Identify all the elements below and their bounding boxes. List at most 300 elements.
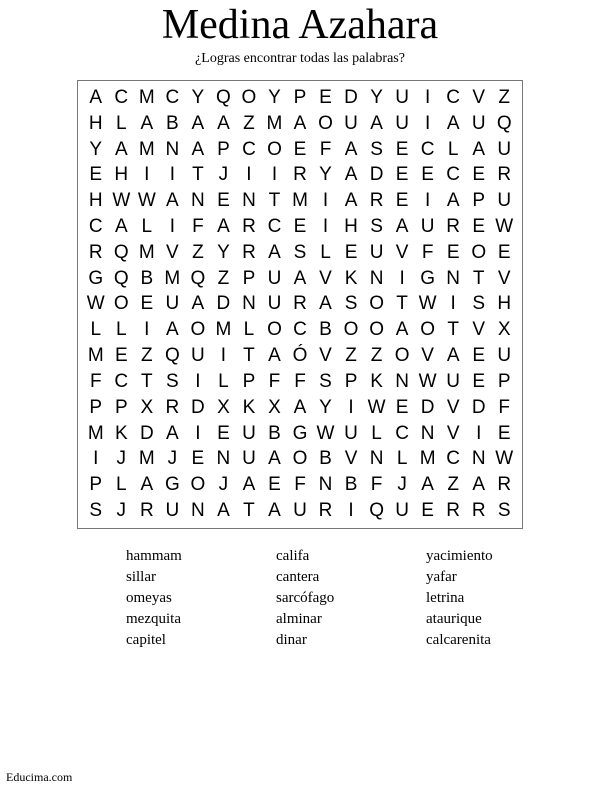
grid-cell[interactable]: U xyxy=(242,448,256,470)
grid-cell[interactable]: I xyxy=(425,86,431,108)
grid-cell[interactable]: L xyxy=(90,319,102,341)
grid-cell[interactable]: I xyxy=(93,448,99,470)
page-title: Medina Azahara xyxy=(161,2,439,48)
grid-cell[interactable]: I xyxy=(195,370,201,392)
grid-cell[interactable]: E xyxy=(395,164,409,186)
grid-cell[interactable]: P xyxy=(217,138,230,160)
grid-cell[interactable]: U xyxy=(267,293,282,315)
grid-cell[interactable]: O xyxy=(267,138,282,160)
grid-cell[interactable]: U xyxy=(395,86,409,108)
grid-cell[interactable]: N xyxy=(318,474,333,496)
grid-cell[interactable]: C xyxy=(267,216,282,238)
grid-cell[interactable]: V xyxy=(319,345,332,367)
grid-cell[interactable]: S xyxy=(370,138,383,160)
grid-cell[interactable]: H xyxy=(88,190,103,212)
grid-cell[interactable]: Z xyxy=(370,345,383,367)
grid-cell[interactable]: E xyxy=(293,138,307,160)
grid-cell[interactable]: I xyxy=(144,164,150,186)
grid-cell[interactable]: O xyxy=(394,345,410,367)
grid-cell[interactable]: A xyxy=(166,319,179,341)
grid-cell[interactable]: W xyxy=(367,396,386,418)
grid-cell[interactable]: N xyxy=(191,500,205,522)
grid-cell[interactable]: N xyxy=(395,370,409,392)
grid-cell[interactable]: J xyxy=(167,448,178,470)
grid-cell[interactable]: D xyxy=(191,396,205,418)
word-list-item: califa xyxy=(276,548,310,564)
grid-cell[interactable]: E xyxy=(497,241,511,263)
grid-cell[interactable]: U xyxy=(497,345,512,367)
grid-cell[interactable]: O xyxy=(318,112,333,134)
word-list-item: sarcófago xyxy=(276,590,335,606)
grid-cell[interactable]: S xyxy=(344,293,358,315)
grid-cell[interactable]: O xyxy=(292,448,308,470)
word-list-item: cantera xyxy=(276,569,320,585)
grid-cell[interactable]: A xyxy=(293,396,307,418)
grid-cell[interactable]: N xyxy=(420,422,435,444)
grid-cell[interactable]: S xyxy=(497,500,511,522)
grid-cell[interactable]: U xyxy=(446,370,461,392)
grid-cell[interactable]: X xyxy=(140,396,154,418)
letter-grid xyxy=(77,80,523,529)
grid-cell[interactable]: R xyxy=(242,241,256,263)
grid-cell[interactable]: Q xyxy=(113,267,129,289)
grid-cell[interactable]: K xyxy=(242,396,256,418)
grid-cell[interactable]: M xyxy=(292,190,308,212)
grid-cell[interactable]: I xyxy=(425,112,431,134)
grid-cell[interactable]: I xyxy=(322,216,329,238)
grid-cell[interactable]: P xyxy=(497,370,511,392)
grid-cell[interactable]: U xyxy=(165,293,180,315)
grid-cell[interactable]: R xyxy=(446,500,461,522)
grid-cell[interactable]: A xyxy=(191,112,205,134)
grid-cell[interactable]: U xyxy=(165,500,180,522)
grid-cell[interactable]: A xyxy=(191,293,205,315)
grid-cell[interactable]: I xyxy=(169,164,175,186)
grid-cell[interactable]: W xyxy=(112,190,131,212)
grid-cell[interactable]: V xyxy=(446,396,460,418)
grid-cell[interactable]: A xyxy=(242,474,256,496)
grid-cell[interactable]: V xyxy=(395,241,409,263)
grid-cell[interactable]: A xyxy=(446,345,460,367)
grid-cell[interactable]: Z xyxy=(345,345,357,367)
grid-cell[interactable]: Z xyxy=(498,86,511,108)
grid-cell[interactable]: E xyxy=(217,422,230,444)
grid-cell[interactable]: I xyxy=(399,267,405,289)
grid-cell[interactable]: X xyxy=(217,396,230,418)
grid-cell[interactable]: C xyxy=(395,422,409,444)
grid-cell[interactable]: U xyxy=(242,422,256,444)
grid-cell[interactable]: M xyxy=(87,345,104,367)
grid-cell[interactable]: C xyxy=(293,319,307,341)
grid-cell[interactable]: O xyxy=(190,319,206,341)
grid-cell[interactable]: A xyxy=(191,138,205,160)
word-list-item: hammam xyxy=(126,548,182,564)
grid-cell[interactable]: A xyxy=(446,190,460,212)
grid-cell[interactable]: U xyxy=(267,267,282,289)
grid-cell[interactable]: R xyxy=(139,500,154,522)
grid-cell[interactable]: Z xyxy=(141,345,153,367)
grid-cell[interactable]: V xyxy=(497,267,511,289)
grid-cell[interactable]: C xyxy=(88,216,103,238)
grid-cell[interactable]: L xyxy=(396,448,408,470)
grid-cell[interactable]: U xyxy=(369,241,384,263)
grid-cell[interactable]: M xyxy=(138,448,155,470)
grid-cell[interactable]: S xyxy=(89,500,103,522)
grid-cell[interactable]: E xyxy=(395,138,409,160)
grid-cell[interactable]: A xyxy=(472,138,486,160)
grid-cell[interactable]: Q xyxy=(113,241,129,263)
grid-cell[interactable]: U xyxy=(497,138,512,160)
grid-cell[interactable]: A xyxy=(268,241,281,263)
grid-cell[interactable]: L xyxy=(371,422,382,444)
grid-cell[interactable]: C xyxy=(242,138,256,160)
grid-cell[interactable]: I xyxy=(348,500,354,522)
grid-cell[interactable]: L xyxy=(141,216,153,238)
grid-cell[interactable]: N xyxy=(191,190,205,212)
grid-cell[interactable]: A xyxy=(268,500,281,522)
grid-cell[interactable]: F xyxy=(294,370,306,392)
grid-cell[interactable]: K xyxy=(114,422,128,444)
grid-cell[interactable]: L xyxy=(115,474,127,496)
grid-cell[interactable]: A xyxy=(114,138,128,160)
grid-cell[interactable]: M xyxy=(419,448,436,470)
grid-cell[interactable]: J xyxy=(116,500,127,522)
grid-cell[interactable]: T xyxy=(243,500,255,522)
grid-cell[interactable]: E xyxy=(191,448,205,470)
grid-cell[interactable]: H xyxy=(344,216,358,238)
grid-cell[interactable]: T xyxy=(396,293,408,315)
grid-cell[interactable]: A xyxy=(446,112,460,134)
grid-cell[interactable]: J xyxy=(218,164,229,186)
grid-cell[interactable]: S xyxy=(370,216,383,238)
grid-cell[interactable]: V xyxy=(472,319,486,341)
grid-cell[interactable]: Z xyxy=(217,267,230,289)
grid-cell[interactable]: F xyxy=(89,370,102,392)
grid-cell[interactable]: M xyxy=(138,138,155,160)
grid-cell[interactable]: W xyxy=(316,422,335,444)
grid-cell[interactable]: U xyxy=(471,112,486,134)
grid-cell[interactable]: U xyxy=(497,190,512,212)
grid-cell[interactable]: A xyxy=(293,267,307,289)
grid-cell[interactable]: C xyxy=(446,86,461,108)
grid-cell[interactable]: R xyxy=(293,293,307,315)
grid-cell[interactable]: M xyxy=(138,86,155,108)
grid-cell[interactable]: R xyxy=(497,164,512,186)
grid-cell[interactable]: A xyxy=(395,319,409,341)
grid-cell[interactable]: P xyxy=(293,86,307,108)
grid-cell[interactable]: W xyxy=(137,190,156,212)
grid-cell[interactable]: G xyxy=(164,474,180,496)
grid-cell[interactable]: O xyxy=(113,293,129,315)
grid-cell[interactable]: X xyxy=(268,396,281,418)
grid-cell[interactable]: E xyxy=(395,190,409,212)
grid-cell[interactable]: U xyxy=(344,422,358,444)
grid-cell[interactable]: O xyxy=(369,293,384,315)
grid-cell[interactable]: L xyxy=(320,241,331,263)
grid-cell[interactable]: D xyxy=(471,396,486,418)
grid-cell[interactable]: Q xyxy=(216,86,231,108)
grid-cell[interactable]: I xyxy=(271,164,278,186)
grid-cell[interactable]: N xyxy=(216,448,231,470)
grid-cell[interactable]: V xyxy=(421,345,434,367)
grid-cell[interactable]: C xyxy=(446,448,461,470)
grid-cell[interactable]: N xyxy=(471,448,486,470)
grid-cell[interactable]: M xyxy=(164,267,181,289)
grid-cell[interactable]: O xyxy=(190,474,206,496)
grid-cell[interactable]: X xyxy=(497,319,511,341)
grid-cell[interactable]: A xyxy=(166,422,179,444)
grid-cell[interactable]: N xyxy=(165,138,180,160)
grid-cell[interactable]: P xyxy=(344,370,358,392)
grid-cell[interactable]: F xyxy=(498,396,511,418)
grid-cell[interactable]: C xyxy=(165,86,180,108)
grid-cell[interactable]: E xyxy=(89,164,103,186)
grid-cell[interactable]: A xyxy=(472,474,486,496)
grid-cell[interactable]: O xyxy=(267,319,282,341)
grid-cell[interactable]: S xyxy=(472,293,486,315)
grid-cell[interactable]: P xyxy=(242,267,256,289)
grid-cell[interactable]: O xyxy=(471,241,487,263)
grid-cell[interactable]: F xyxy=(319,138,332,160)
grid-cell[interactable]: U xyxy=(395,112,409,134)
grid-cell[interactable]: U xyxy=(420,216,435,238)
grid-cell[interactable]: A xyxy=(319,293,332,315)
grid-cell[interactable]: J xyxy=(397,474,407,496)
word-list-item: mezquita xyxy=(126,611,181,627)
grid-cell[interactable]: E xyxy=(497,422,511,444)
grid-cell[interactable]: B xyxy=(344,474,358,496)
grid-cell[interactable]: T xyxy=(447,319,459,341)
grid-cell[interactable]: D xyxy=(216,293,231,315)
grid-cell[interactable]: E xyxy=(421,500,434,522)
grid-cell[interactable]: A xyxy=(114,216,128,238)
grid-cell[interactable]: P xyxy=(242,370,256,392)
grid-cell[interactable]: B xyxy=(319,448,332,470)
grid-cell[interactable]: Y xyxy=(89,138,103,160)
grid-cell[interactable]: I xyxy=(476,422,482,444)
grid-cell[interactable]: C xyxy=(446,164,461,186)
grid-cell[interactable]: J xyxy=(218,474,229,496)
grid-cell[interactable]: S xyxy=(319,370,332,392)
grid-cell[interactable]: T xyxy=(268,190,281,212)
grid-cell[interactable]: R xyxy=(88,241,103,263)
grid-cell[interactable]: F xyxy=(421,241,434,263)
grid-cell[interactable]: W xyxy=(86,293,105,315)
grid-cell[interactable]: I xyxy=(220,345,227,367)
grid-cell[interactable]: D xyxy=(344,86,358,108)
grid-cell[interactable]: C xyxy=(420,138,435,160)
grid-cell[interactable]: R xyxy=(293,164,307,186)
grid-cell[interactable]: U xyxy=(191,345,205,367)
grid-cell[interactable]: Z xyxy=(447,474,459,496)
grid-cell[interactable]: Q xyxy=(190,267,206,289)
grid-cell[interactable]: R xyxy=(165,396,180,418)
grid-cell[interactable]: V xyxy=(344,448,358,470)
grid-cell[interactable]: N xyxy=(242,190,256,212)
grid-cell[interactable]: T xyxy=(472,267,485,289)
word-list-item: alminar xyxy=(276,611,322,627)
grid-cell[interactable]: Z xyxy=(243,112,255,134)
grid-cell[interactable]: B xyxy=(319,319,332,341)
word-list-item: calcarenita xyxy=(426,632,491,648)
grid-cell[interactable]: Q xyxy=(164,345,180,367)
grid-cell[interactable]: F xyxy=(294,474,306,496)
grid-cell[interactable]: I xyxy=(195,422,201,444)
grid-cell[interactable]: E xyxy=(140,293,154,315)
grid-cell[interactable]: E xyxy=(446,241,460,263)
grid-cell[interactable]: R xyxy=(446,216,461,238)
grid-cell[interactable]: E xyxy=(268,474,281,496)
grid-cell[interactable]: W xyxy=(495,448,514,470)
grid-cell[interactable]: Y xyxy=(217,241,230,263)
grid-cell[interactable]: E xyxy=(472,370,486,392)
grid-cell[interactable]: A xyxy=(293,112,307,134)
grid-cell[interactable]: R xyxy=(497,474,512,496)
grid-cell[interactable]: V xyxy=(446,422,460,444)
grid-cell[interactable]: Y xyxy=(319,396,332,418)
grid-cell[interactable]: B xyxy=(166,112,179,134)
grid-cell[interactable]: I xyxy=(425,190,431,212)
grid-cell[interactable]: L xyxy=(218,370,229,392)
grid-cell[interactable]: E xyxy=(472,216,486,238)
grid-cell[interactable]: N xyxy=(446,267,461,289)
grid-cell[interactable]: P xyxy=(114,396,128,418)
grid-cell[interactable]: V xyxy=(472,86,486,108)
grid-cell[interactable]: E xyxy=(217,190,230,212)
grid-cell[interactable]: A xyxy=(140,112,154,134)
grid-cell[interactable]: R xyxy=(242,216,256,238)
grid-cell[interactable]: N xyxy=(369,267,384,289)
grid-cell[interactable]: A xyxy=(344,190,358,212)
grid-cell[interactable]: C xyxy=(114,370,129,392)
grid-cell[interactable]: J xyxy=(116,448,127,470)
grid-cell[interactable]: I xyxy=(450,293,456,315)
grid-cell[interactable]: O xyxy=(343,319,359,341)
grid-cell[interactable]: T xyxy=(141,370,153,392)
grid-cell[interactable]: I xyxy=(169,216,175,238)
grid-cell[interactable]: Y xyxy=(268,86,281,108)
grid-cell[interactable]: F xyxy=(268,370,281,392)
grid-cell[interactable]: A xyxy=(217,500,230,522)
grid-cell[interactable]: Y xyxy=(370,86,383,108)
grid-cell[interactable]: A xyxy=(217,216,230,238)
grid-cell[interactable]: P xyxy=(472,190,486,212)
grid-cell[interactable]: A xyxy=(344,164,358,186)
grid-cell[interactable]: L xyxy=(115,112,127,134)
grid-cell[interactable]: M xyxy=(266,112,283,134)
grid-cell[interactable]: K xyxy=(344,267,358,289)
grid-cell[interactable]: A xyxy=(370,112,383,134)
grid-cell[interactable]: M xyxy=(87,422,104,444)
grid-cell[interactable]: W xyxy=(495,216,514,238)
grid-cell[interactable]: G xyxy=(292,422,308,444)
grid-cell[interactable]: H xyxy=(497,293,512,315)
grid-cell[interactable]: A xyxy=(140,474,154,496)
grid-cell[interactable]: A xyxy=(344,138,358,160)
grid-cell[interactable]: B xyxy=(268,422,281,444)
grid-cell[interactable]: Ó xyxy=(292,345,308,367)
grid-cell[interactable]: K xyxy=(370,370,383,392)
grid-cell[interactable]: W xyxy=(418,370,437,392)
word-list-item: letrina xyxy=(426,590,465,606)
grid-cell[interactable]: M xyxy=(215,319,232,341)
grid-cell[interactable]: E xyxy=(114,345,128,367)
grid-cell[interactable]: L xyxy=(115,319,127,341)
grid-cell[interactable]: E xyxy=(319,86,332,108)
grid-cell[interactable]: G xyxy=(420,267,436,289)
grid-cell[interactable]: I xyxy=(144,319,150,341)
grid-cell[interactable]: P xyxy=(89,474,103,496)
grid-cell[interactable]: O xyxy=(420,319,436,341)
grid-cell[interactable]: I xyxy=(348,396,354,418)
grid-cell[interactable]: A xyxy=(268,345,281,367)
grid-cell[interactable]: E xyxy=(472,164,486,186)
grid-cell[interactable]: F xyxy=(192,216,204,238)
grid-cell[interactable]: N xyxy=(369,448,384,470)
grid-cell[interactable]: R xyxy=(369,190,384,212)
grid-cell[interactable]: T xyxy=(192,164,204,186)
grid-cell[interactable]: A xyxy=(395,216,409,238)
grid-cell[interactable]: E xyxy=(421,164,434,186)
grid-cell[interactable]: U xyxy=(344,112,358,134)
grid-cell[interactable]: Y xyxy=(191,86,205,108)
grid-cell[interactable]: H xyxy=(88,112,103,134)
grid-cell[interactable]: F xyxy=(370,474,383,496)
grid-cell[interactable]: A xyxy=(89,86,103,108)
grid-cell[interactable]: E xyxy=(472,345,486,367)
grid-cell[interactable]: Q xyxy=(496,112,512,134)
grid-cell[interactable]: O xyxy=(241,86,257,108)
grid-cell[interactable]: W xyxy=(418,293,437,315)
grid-cell[interactable]: Y xyxy=(319,164,332,186)
grid-cell[interactable]: Q xyxy=(369,500,384,522)
grid-cell[interactable]: A xyxy=(268,448,281,470)
grid-cell[interactable]: M xyxy=(138,241,155,263)
grid-cell[interactable]: E xyxy=(395,396,409,418)
grid-cell[interactable]: A xyxy=(166,190,179,212)
grid-cell[interactable]: E xyxy=(293,216,307,238)
grid-cell[interactable]: L xyxy=(243,319,255,341)
grid-cell[interactable]: O xyxy=(369,319,384,341)
grid-cell[interactable]: S xyxy=(293,241,307,263)
grid-cell[interactable]: D xyxy=(139,422,154,444)
grid-cell[interactable]: E xyxy=(344,241,358,263)
grid-cell[interactable]: B xyxy=(140,267,154,289)
grid-cell[interactable]: S xyxy=(166,370,179,392)
grid-cell[interactable]: G xyxy=(88,267,104,289)
grid-cell[interactable]: L xyxy=(447,138,459,160)
grid-cell[interactable]: P xyxy=(89,396,103,418)
grid-cell[interactable]: A xyxy=(421,474,434,496)
grid-cell[interactable]: V xyxy=(319,267,332,289)
grid-cell[interactable]: I xyxy=(246,164,252,186)
grid-cell[interactable]: A xyxy=(217,112,230,134)
grid-cell[interactable]: R xyxy=(471,500,486,522)
grid-cell[interactable]: D xyxy=(420,396,435,418)
grid-cell[interactable]: T xyxy=(243,345,255,367)
grid-cell[interactable]: I xyxy=(322,190,329,212)
grid-cell[interactable]: U xyxy=(395,500,409,522)
grid-cell[interactable]: V xyxy=(166,241,179,263)
grid-cell[interactable]: D xyxy=(369,164,384,186)
word-list-item: sillar xyxy=(126,569,156,585)
grid-cell[interactable]: R xyxy=(318,500,333,522)
grid-cell[interactable]: U xyxy=(293,500,307,522)
grid-cell[interactable]: Z xyxy=(192,241,204,263)
grid-cell[interactable]: H xyxy=(114,164,129,186)
grid-cell[interactable]: N xyxy=(242,293,256,315)
grid-cell[interactable]: C xyxy=(114,86,129,108)
